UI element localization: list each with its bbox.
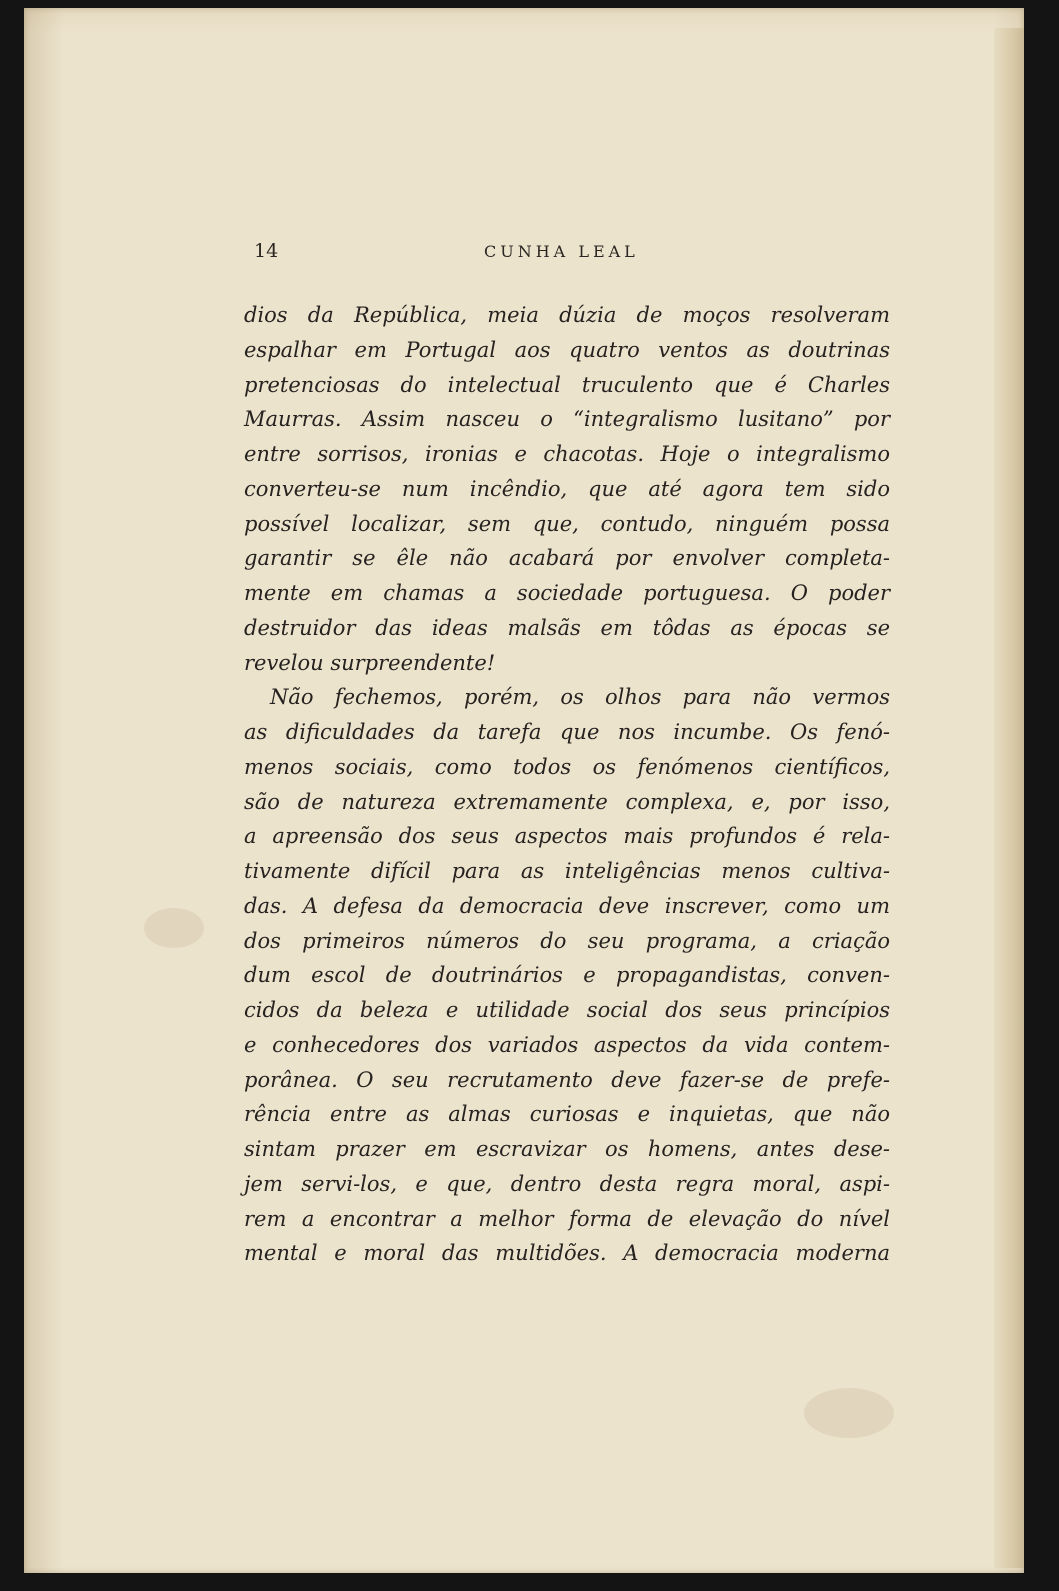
text-line: mente em chamas a sociedade portuguesa. O poder xyxy=(244,581,890,605)
page-header xyxy=(254,240,914,264)
text-line: tivamente difícil para as inteligências menos cultiva- xyxy=(244,859,890,883)
text-line: as dificuldades da tarefa que nos incumbe. Os fenó- xyxy=(244,720,890,744)
page-edge xyxy=(994,28,1024,1568)
text-line: dios da República, meia dúzia de moços resolveram xyxy=(244,303,890,327)
body-text xyxy=(244,298,890,1271)
text-line: destruidor das ideas malsãs em tôdas as épocas se xyxy=(244,615,890,640)
text-line: mental e moral das multidões. A democracia moderna xyxy=(244,1241,890,1266)
text-line: a apreensão dos seus aspectos mais profundos é rela- xyxy=(244,824,890,849)
text-line: espalhar em Portugal aos quatro ventos as doutrinas xyxy=(244,337,890,362)
text-line: rência entre as almas curiosas e inquietas, que não xyxy=(244,1102,890,1127)
text-line: Não fechemos, porém, os olhos para não vermos xyxy=(270,685,890,710)
text-line: e conhecedores dos variados aspectos da vida contem- xyxy=(244,1032,890,1057)
text-line: entre sorrisos, ironias e chacotas. Hoje o integralismo xyxy=(244,442,890,466)
text-line: cidos da beleza e utilidade social dos seus princípios xyxy=(244,998,890,1022)
text-line: menos sociais, como todos os fenómenos científicos, xyxy=(244,754,890,779)
page-number: 14 xyxy=(254,240,279,262)
text-line: porânea. O seu recrutamento deve fazer-se de prefe- xyxy=(244,1067,890,1092)
text-line: possível localizar, sem que, contudo, ninguém possa xyxy=(244,511,890,536)
paper-stain xyxy=(804,1388,894,1438)
text-line: Maurras. Assim nasceu o “integralismo lusitano” por xyxy=(244,407,890,432)
text-line: sintam prazer em escravizar os homens, antes dese- xyxy=(244,1137,890,1161)
text-line: das. A defesa da democracia deve inscrever, como um xyxy=(244,893,890,918)
text-line: garantir se êle não acabará por envolver completa- xyxy=(244,546,890,571)
paper-stain xyxy=(144,908,204,948)
text-line: jem servi-los, e que, dentro desta regra moral, aspi- xyxy=(244,1171,890,1196)
text-line: converteu-se num incêndio, que até agora tem sido xyxy=(244,476,890,501)
text-line: rem a encontrar a melhor forma de elevação do nível xyxy=(244,1206,890,1231)
text-line: são de natureza extremamente complexa, e, por isso, xyxy=(244,789,890,814)
text-line: dum escol de doutrinários e propagandistas, conven- xyxy=(244,963,890,988)
running-head: CUNHA LEAL xyxy=(484,242,639,261)
text-line: pretenciosas do intelectual truculento que é Charles xyxy=(244,372,890,397)
text-line: dos primeiros números do seu programa, a criação xyxy=(244,928,890,953)
text-line: revelou surpreendente! xyxy=(244,650,496,675)
